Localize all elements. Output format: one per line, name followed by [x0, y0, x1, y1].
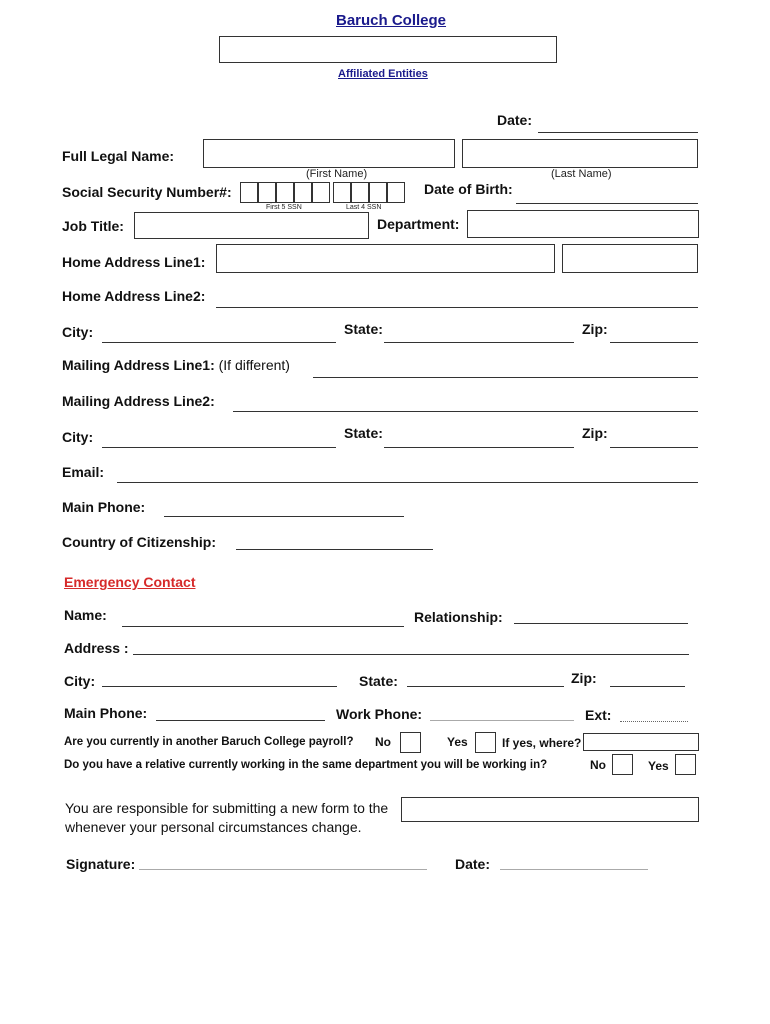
- ec-city-label: City:: [64, 673, 96, 689]
- ssn-digit-box[interactable]: [258, 182, 276, 203]
- ec-state-field[interactable]: [407, 686, 564, 687]
- ssn-digit-box[interactable]: [351, 182, 369, 203]
- notice-line-1: You are responsible for submitting a new form to the: [65, 800, 389, 816]
- college-title: Baruch College: [336, 12, 447, 29]
- affiliated-entities-label: Affiliated Entities: [338, 68, 428, 80]
- mailing-address-line1-field[interactable]: [313, 377, 698, 378]
- first5-ssn-caption: First 5 SSN: [266, 204, 302, 211]
- ec-work-phone-field[interactable]: [430, 720, 574, 721]
- zip-label: Zip:: [582, 321, 608, 337]
- if-yes-where-label: If yes, where?: [502, 736, 582, 750]
- ssn-digit-box[interactable]: [294, 182, 312, 203]
- full-legal-name-label: Full Legal Name:: [62, 148, 175, 164]
- entity-name-input[interactable]: [219, 36, 557, 63]
- ec-relationship-label: Relationship:: [414, 609, 503, 625]
- ec-ext-field[interactable]: [620, 721, 688, 722]
- state-label: State:: [344, 321, 383, 337]
- mailing-zip-label: Zip:: [582, 425, 608, 441]
- mailing-line1-text: Mailing Address Line1:: [62, 357, 215, 373]
- mailing-state-label: State:: [344, 425, 383, 441]
- signature-label: Signature:: [66, 856, 136, 872]
- ec-main-phone-field[interactable]: [156, 720, 325, 721]
- department-input[interactable]: [467, 210, 699, 238]
- emergency-contact-heading: Emergency Contact: [64, 574, 196, 590]
- job-title-label: Job Title:: [62, 218, 124, 234]
- relative-yes-checkbox[interactable]: [675, 754, 696, 775]
- mailing-city-label: City:: [62, 429, 94, 445]
- ssn-digit-box[interactable]: [333, 182, 351, 203]
- first-name-caption: (First Name): [306, 168, 368, 180]
- payroll-no-checkbox[interactable]: [400, 732, 421, 753]
- home-address-unit-input[interactable]: [562, 244, 698, 273]
- notice-line-2: whenever your personal circumstances change.: [65, 819, 362, 835]
- ssn-digit-box[interactable]: [312, 182, 330, 203]
- ec-ext-label: Ext:: [585, 707, 612, 723]
- city-field[interactable]: [102, 342, 336, 343]
- mailing-address-line1-label: [62, 357, 290, 373]
- payroll-question: Are you currently in another Baruch College payroll?: [64, 736, 354, 748]
- email-label: Email:: [62, 464, 105, 480]
- ec-zip-label: Zip:: [571, 670, 597, 686]
- ec-name-label: Name:: [64, 607, 107, 623]
- main-phone-field[interactable]: [164, 516, 404, 517]
- payroll-where-input[interactable]: [583, 733, 699, 751]
- relative-yes-label: Yes: [648, 759, 669, 773]
- dob-label: Date of Birth:: [424, 181, 513, 197]
- state-field[interactable]: [384, 342, 574, 343]
- date-field[interactable]: [538, 132, 698, 133]
- mailing-address-line2-field[interactable]: [233, 411, 698, 412]
- home-address-line1-input[interactable]: [216, 244, 555, 273]
- relative-no-label: No: [590, 758, 606, 772]
- relative-no-checkbox[interactable]: [612, 754, 633, 775]
- ec-work-phone-label: Work Phone:: [336, 706, 423, 722]
- first-name-input[interactable]: [203, 139, 455, 168]
- department-label: Department:: [377, 216, 460, 232]
- ec-city-field[interactable]: [102, 686, 337, 687]
- date-label: Date:: [497, 112, 533, 128]
- job-title-input[interactable]: [134, 212, 369, 239]
- payroll-yes-label: Yes: [447, 735, 468, 749]
- ssn-digit-box[interactable]: [240, 182, 258, 203]
- home-address-line2-label: Home Address Line2:: [62, 288, 206, 304]
- dob-field[interactable]: [516, 203, 698, 204]
- payroll-no-label: No: [375, 735, 391, 749]
- last-name-caption: (Last Name): [551, 168, 612, 180]
- mailing-address-line2-label: Mailing Address Line2:: [62, 393, 215, 409]
- payroll-yes-checkbox[interactable]: [475, 732, 496, 753]
- main-phone-label: Main Phone:: [62, 499, 146, 515]
- zip-field[interactable]: [610, 342, 698, 343]
- signature-date-label: Date:: [455, 856, 491, 872]
- relative-question: Do you have a relative currently working in the same department you will be working in?: [64, 759, 548, 771]
- citizenship-label: Country of Citizenship:: [62, 534, 216, 550]
- citizenship-field[interactable]: [236, 549, 433, 550]
- mailing-city-field[interactable]: [102, 447, 336, 448]
- ssn-digit-box[interactable]: [387, 182, 405, 203]
- ec-address-field[interactable]: [133, 654, 689, 655]
- mailing-zip-field[interactable]: [610, 447, 698, 448]
- ec-zip-field[interactable]: [610, 686, 685, 687]
- ssn-digit-box[interactable]: [369, 182, 387, 203]
- email-field[interactable]: [117, 482, 698, 483]
- ec-main-phone-label: Main Phone:: [64, 705, 148, 721]
- ec-relationship-field[interactable]: [514, 623, 688, 624]
- ssn-label: Social Security Number#:: [62, 184, 232, 200]
- mailing-state-field[interactable]: [384, 447, 574, 448]
- home-address-line1-label: Home Address Line1:: [62, 254, 206, 270]
- signature-date-field[interactable]: [500, 869, 648, 870]
- ssn-digit-box[interactable]: [276, 182, 294, 203]
- notice-entity-input[interactable]: [401, 797, 699, 822]
- last-name-input[interactable]: [462, 139, 698, 168]
- ec-address-label: Address :: [64, 640, 129, 656]
- if-different-note: (If different): [218, 357, 290, 373]
- ec-state-label: State:: [359, 673, 398, 689]
- last4-ssn-caption: Last 4 SSN: [346, 204, 382, 211]
- ec-name-field[interactable]: [122, 626, 404, 627]
- signature-field[interactable]: [139, 869, 427, 870]
- city-label: City:: [62, 324, 94, 340]
- home-address-line2-field[interactable]: [216, 307, 698, 308]
